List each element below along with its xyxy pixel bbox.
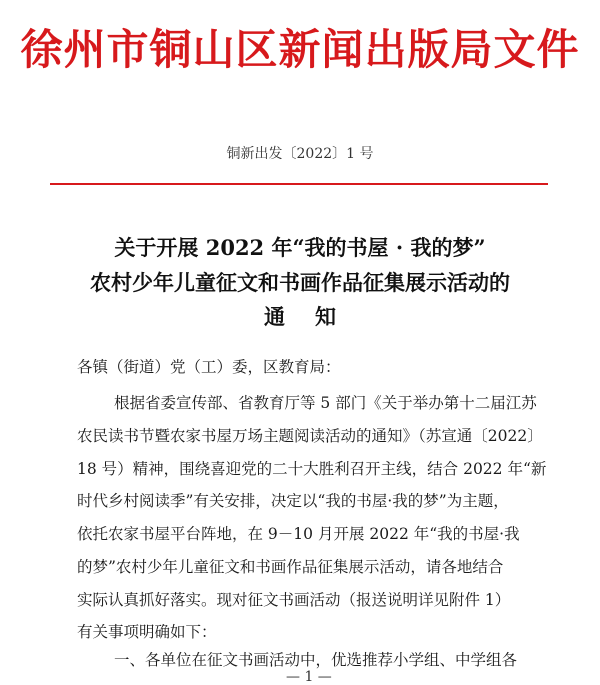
notice-title-line-3: 通知 (264, 304, 366, 329)
body-line: 一、各单位在征文书画活动中，优选推荐小学组、中学组各 (114, 651, 518, 669)
notice-title-line-2: 农村少年儿童征文和书画作品征集展示活动的 (90, 270, 510, 295)
body-line: 时代乡村阅读季”有关安排，决定以“我的书屋·我的梦”为主题， (77, 492, 509, 510)
body-line: 有关事项明确如下： (77, 623, 217, 641)
document-number: 铜新出发〔2022〕1 号 (226, 146, 374, 162)
page-number: — 1 — (286, 669, 332, 685)
red-divider-line (50, 183, 548, 185)
addressee: 各镇（街道）党（工）委，区教育局： (77, 358, 341, 376)
body-line: 根据省委宣传部、省教育厅等 5 部门《关于举办第十二届江苏 (114, 394, 537, 412)
body-line: 农民读书节暨农家书屋万场主题阅读活动的通知》（苏宣通〔2022〕 (77, 427, 543, 445)
body-line: 依托农家书屋平台阵地，在 9－10 月开展 2022 年“我的书屋·我 (77, 525, 520, 543)
body-line: 18 号）精神，围绕喜迎党的二十大胜利召开主线，结合 2022 年“新 (77, 460, 547, 478)
document-header-title: 徐州市铜山区新闻出版局文件 (20, 25, 580, 74)
notice-title-line-1: 关于开展 2022 年“我的书屋 · 我的梦” (114, 235, 486, 260)
body-line: 实际认真抓好落实。现对征文书画活动（报送说明详见附件 1） (77, 591, 511, 609)
body-line: 的梦”农村少年儿童征文和书画作品征集展示活动，请各地结合 (77, 558, 504, 576)
